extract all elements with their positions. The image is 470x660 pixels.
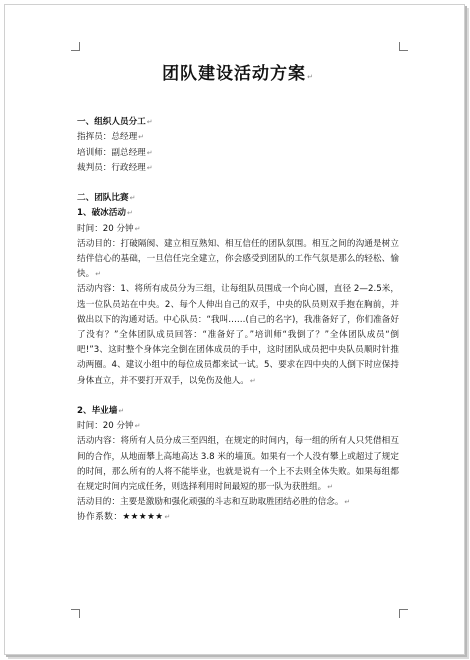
- document-page: [4, 4, 465, 655]
- activity1-purpose: 活动目的：打破隔阂、建立相互熟知、相互信任的团队氛围。相互之间的沟通是树立结伴信心的基础，一旦信任完全建立，你会感受到团队的工作气氛是那么的轻松、愉快。↵: [77, 238, 399, 280]
- empty-paragraph: [77, 389, 399, 404]
- activity2-title: 2、毕业墙↵: [77, 406, 125, 417]
- activity2-purpose: 活动目的：主要是激励和强化顽强的斗志和互助取胜团结必胜的信念。↵: [77, 497, 351, 508]
- margin-corner-bottom-left: [71, 609, 80, 618]
- section1-heading: 一、组织人员分工↵: [77, 117, 153, 128]
- margin-corner-top-right: [399, 42, 408, 51]
- activity1-time: 时间：20 分钟↵: [77, 223, 141, 234]
- document-title: 团队建设活动方案↵: [162, 64, 314, 84]
- margin-corner-top-left: [71, 42, 80, 51]
- activity2-content: 活动内容：将所有人员分成三至四组，在规定的时间内，每一组的所有人只凭借相互间的合作，从地面攀上高地高达 3.8 米的墙顶。如果有一个人没有攀上或超过了规定的时间，那么所有的人将不能毕业，也就是说有一个上不去则全体失败。如果每组都在规定时间内完成任务，则选择利用时间最短的那一队为获胜组。↵: [77, 436, 399, 493]
- activity1-title: 1、破冰活动↵: [77, 208, 133, 219]
- empty-paragraph: [77, 176, 399, 191]
- role-line: 培训师：副总经理↵: [77, 147, 153, 158]
- empty-paragraph: [77, 100, 399, 115]
- activity1-content: 活动内容：1、将所有成员分为三组，让每组队员围成一个向心圆，直径 2—2.5米，选一位队员站在中央。2、每个人伸出自己的双手，中央的队员则双手抱在胸前，并做出以下的沟通对话。中心队员：“我叫……(自己的名字)，我准备好了，你们准备好了没有？”全体团队成员回答：“准备好了。”培训师“我倒了？”全体团队成员“倒吧!”3、这时整个身体完全倒在团体成员的手中，这时团队成员把中央队员顺时针推动两圈。4、建议小组中的每位成员都来试一试。5、要求在四中央的人倒下时应保持身体直立，并不要打开双手，以免伤及他人。↵: [77, 284, 399, 386]
- role-line: 指挥员：总经理↵: [77, 132, 145, 143]
- margin-corner-bottom-right: [399, 609, 408, 618]
- activity2-coefficient: 协作系数：★★★★★↵: [77, 512, 171, 523]
- activity2-time: 时间：20 分钟↵: [77, 421, 141, 432]
- role-line: 裁判员：行政经理↵: [77, 162, 153, 173]
- document-body[interactable]: [77, 57, 399, 526]
- section2-heading: 二、团队比赛↵: [77, 193, 136, 204]
